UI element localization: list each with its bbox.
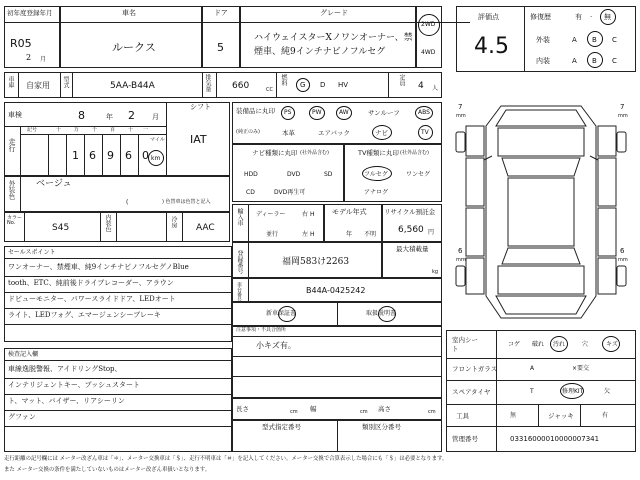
doors-label: ドア: [214, 9, 228, 17]
mm-label-tr-unit: mm: [618, 113, 628, 119]
fuel-d: D: [320, 81, 326, 89]
tool-label: 工具: [456, 412, 469, 420]
equip-leather: 本革: [282, 129, 295, 137]
doors-value: 5: [217, 41, 224, 54]
mm-label-br-num: 6: [620, 247, 625, 255]
mm-label-tr-num: 7: [620, 103, 625, 111]
grade-value-line1: ハイウェイスターXノワンオーナー、禁: [254, 33, 413, 43]
inspection-month-unit: 月: [152, 113, 159, 121]
spare-t: T: [530, 388, 534, 395]
ac-value: AAC: [196, 223, 215, 233]
equip-pw: PW: [312, 109, 322, 116]
recycle-label: リサイクル預託金: [384, 208, 436, 216]
drive-2wd: 2WD: [421, 21, 436, 28]
grade-label: グレード: [320, 9, 348, 17]
dim-height-unit: cm: [428, 409, 436, 415]
navi-sd: SD: [324, 171, 333, 178]
interior-label: 内装: [536, 57, 550, 65]
rating-value: 4.5: [474, 34, 509, 59]
mileage-digit-4: 0: [142, 149, 149, 162]
model-value: 5AA-B44A: [110, 81, 155, 91]
fuel-g: G: [300, 81, 306, 89]
seat-label: 室内シート: [452, 336, 478, 354]
car-damage-diagram: [446, 96, 636, 328]
mileage-h2: 万: [74, 127, 80, 133]
seat-item-2: 汚れ: [553, 341, 566, 348]
month-unit: 月: [40, 56, 47, 63]
model-year-unknown: 不明: [364, 231, 377, 238]
import-parallel: 並行: [266, 231, 279, 238]
equipment-label: 装備品に丸印: [236, 107, 275, 115]
repair-no: 無: [604, 13, 611, 21]
color-note-close: ) 色替車は色替と記入: [162, 199, 211, 205]
sales-line-0: ワンオーナー、禁煙車、純9インチナビノフルセグノBlue: [8, 263, 189, 271]
navi-dvd-play: DVD再生可: [274, 189, 306, 196]
tv-label: TV種類に丸印: [358, 149, 399, 157]
inspector-line-0: 車線逸脱警報、アイドリングStop、: [8, 365, 122, 373]
mileage-unit: km: [151, 155, 161, 162]
inspection-month: 2: [128, 109, 135, 122]
import-h1: H: [310, 211, 315, 218]
jack-label: ジャッキ: [548, 412, 574, 420]
mileage-h6: 一: [143, 127, 149, 133]
inspector-line-3: グファン: [8, 413, 36, 421]
first-reg-year: R05: [10, 37, 32, 50]
displacement-label: 排気量: [204, 74, 211, 92]
sales-points-cell: [4, 246, 232, 342]
navi-dvd: DVD: [287, 171, 301, 178]
displacement-value: 660: [232, 81, 250, 91]
color-code: S45: [52, 223, 70, 233]
exterior-b: B: [592, 36, 597, 44]
mileage-digit-1: 6: [89, 149, 96, 162]
plate-value: 福岡583け2263: [282, 257, 350, 267]
mm-label-bl-num: 6: [458, 247, 463, 255]
payload-unit: kg: [432, 269, 439, 275]
spare-none: 欠: [604, 388, 611, 395]
capacity-label: 定員: [398, 74, 405, 86]
mileage-h7: マイル: [150, 137, 165, 143]
dim-width: 幅: [310, 405, 317, 413]
windshield-label: フロントガラス: [452, 365, 498, 373]
model-label: 型式: [62, 76, 69, 88]
model-year-unit: 年: [346, 231, 353, 238]
type-number-label: 型式指定番号: [262, 423, 301, 431]
fuel-label: 燃料: [280, 74, 287, 86]
sales-line-2: ドビューモニター、パワースライドドア、LEDオート: [8, 295, 176, 303]
ac-label: 冷房: [170, 216, 177, 228]
capacity-unit: 人: [432, 85, 439, 92]
row2: [4, 72, 442, 98]
mileage-h1: 十: [56, 127, 62, 133]
name-value: ルークス: [112, 41, 156, 54]
inspector-label: 検査記入欄: [8, 351, 39, 358]
equip-aw: AW: [339, 109, 349, 116]
recycle-unit: 円: [428, 229, 435, 236]
drive-4wd: 4WD: [421, 49, 436, 56]
tv-analog: アナログ: [364, 189, 389, 196]
navi-hdd: HDD: [244, 171, 258, 178]
manage-label: 管理番号: [452, 435, 478, 443]
exterior-c: C: [612, 36, 617, 44]
equip-navi: ナビ: [375, 129, 388, 137]
warranty-new-car: 新車保証書: [266, 310, 297, 317]
capacity-value: 4: [418, 81, 424, 91]
mm-label-bl-unit: mm: [456, 257, 466, 263]
equip-sunroof: サンルーフ: [368, 109, 400, 117]
equip-abs: ABS: [418, 109, 430, 116]
windshield-a: A: [530, 365, 535, 372]
navi-note: (社外品含む): [300, 150, 329, 156]
interior-b: B: [592, 57, 597, 65]
first-reg-month: 2: [26, 53, 32, 62]
notes-value: 小キズ有。: [256, 341, 296, 350]
import-h2: H: [310, 231, 315, 238]
plate-label: 登録番号: [236, 250, 243, 274]
navi-label: ナビ種類に丸印: [252, 149, 298, 157]
chassis-value: B44A-0425242: [306, 286, 366, 295]
navi-cd: CD: [246, 189, 255, 196]
mileage-h5: 十: [128, 127, 134, 133]
footer-line2: また メーター交換の条件を満たしていないものはメーター改ざん車扱いとなります。: [4, 467, 211, 473]
notes-label: 注意事項・不具合箇所: [236, 327, 287, 333]
chassis-label: 車台番号: [236, 282, 242, 302]
recycle-value: 6,560: [398, 225, 424, 235]
mileage-digit-0: 1: [72, 149, 79, 162]
repair-label: 修復歴: [530, 13, 551, 21]
color-code-label: カラーNo.: [7, 215, 23, 226]
mileage-h4: 百: [110, 127, 116, 133]
grade-value-line2: 煙車、純9インチナビノフルセグ: [254, 47, 386, 57]
rating-label: 評価点: [478, 13, 499, 21]
seat-item-1: 破れ: [532, 341, 545, 348]
mileage-h0: 記号: [27, 127, 38, 133]
repair-yes: 有: [575, 13, 582, 21]
exterior-a: A: [572, 36, 577, 44]
dimensions-cell: [232, 398, 442, 420]
shift-value: IAT: [190, 133, 207, 146]
first-reg-label: 初年度登録年月: [7, 9, 53, 17]
equip-ps: PS: [284, 109, 292, 116]
usage-value: 自家用: [26, 81, 50, 90]
tv-oneseg: ワンセグ: [406, 171, 431, 178]
spare-kit: 修理KIT: [562, 388, 584, 395]
inspection-year: 8: [78, 109, 85, 122]
mileage-digit-2: 9: [107, 149, 114, 162]
seat-item-4: キズ: [606, 341, 618, 348]
warranty-manual: 取扱説明書: [366, 310, 397, 317]
dim-width-unit: cm: [360, 409, 368, 415]
import-dealer: ディーラー: [256, 211, 286, 218]
inspection-year-unit: 年: [106, 113, 113, 121]
equip-tv: TV: [421, 129, 429, 136]
spare-label: スペアタイヤ: [452, 388, 491, 396]
interior-color-label: 内装色: [104, 214, 111, 232]
tv-note: (社外品含む): [400, 150, 429, 156]
interior-a: A: [572, 57, 577, 65]
inspection-label: 車検: [8, 111, 22, 119]
displacement-unit: CC: [266, 87, 273, 93]
sales-points-label: セールスポイント: [8, 249, 56, 256]
dim-length: 長さ: [236, 405, 249, 413]
dim-length-unit: cm: [290, 409, 298, 415]
shift-label: シフト: [190, 103, 211, 111]
interior-c: C: [612, 57, 617, 65]
mm-label-tl-num: 7: [458, 103, 463, 111]
mileage-label: 走行: [8, 138, 16, 152]
usage-label: 車庫: [7, 76, 14, 88]
sales-line-3: ライト、LEDフォグ、エマージェンシーブレーキ: [8, 311, 161, 319]
mm-label-br-unit: mm: [618, 257, 628, 263]
import-label: 輸入車: [236, 208, 243, 226]
color-value: ベージュ: [36, 179, 72, 189]
mileage-h3: 千: [92, 127, 98, 133]
category-number-label: 類別区分番号: [362, 423, 401, 431]
exterior-label: 外装: [536, 36, 550, 44]
equipment-sublabel: (純正のみ): [236, 129, 260, 135]
seat-item-0: コゲ: [508, 341, 521, 348]
color-note-paren: (: [126, 199, 129, 206]
dim-height: 高さ: [378, 405, 391, 413]
payload-label: 最大積載量: [396, 245, 429, 253]
mileage-digit-3: 6: [125, 149, 132, 162]
repair-dot: ·: [590, 13, 593, 21]
fuel-hv: HV: [338, 81, 349, 89]
inspector-line-1: インテリジェントキー、プッシュスタート: [8, 381, 140, 389]
manage-value: 03316000010000007341: [510, 435, 600, 443]
import-left: 左: [302, 231, 309, 238]
seat-item-3: 穴: [582, 341, 589, 348]
model-year-label: モデル年式: [332, 208, 367, 216]
equip-airbag: エアバック: [318, 129, 350, 137]
name-label: 車名: [122, 9, 136, 17]
footer-line1: 走行距離の記号欄には メーター改ざん車は「＊」、メーター交換車は「＄」、走行不明車は「＃」を記入してください。メーター交換で合算表示した場合にも「＄」は必要となります。: [4, 456, 448, 462]
tv-fullseg: フルセグ: [364, 171, 388, 178]
mm-label-tl-unit: mm: [456, 113, 466, 119]
color-label: 外装色: [7, 180, 16, 200]
import-right: 右: [302, 211, 309, 218]
jack-value: 有: [602, 412, 609, 419]
windshield-replace: ×要交: [572, 365, 590, 372]
tool-value: 無: [510, 412, 517, 419]
inspector-line-2: ト、マット、バイザー、リアシーリン: [8, 397, 125, 405]
sales-line-1: tooth、ETC、純前後ドライブレコーダー、アラウン: [8, 279, 174, 287]
